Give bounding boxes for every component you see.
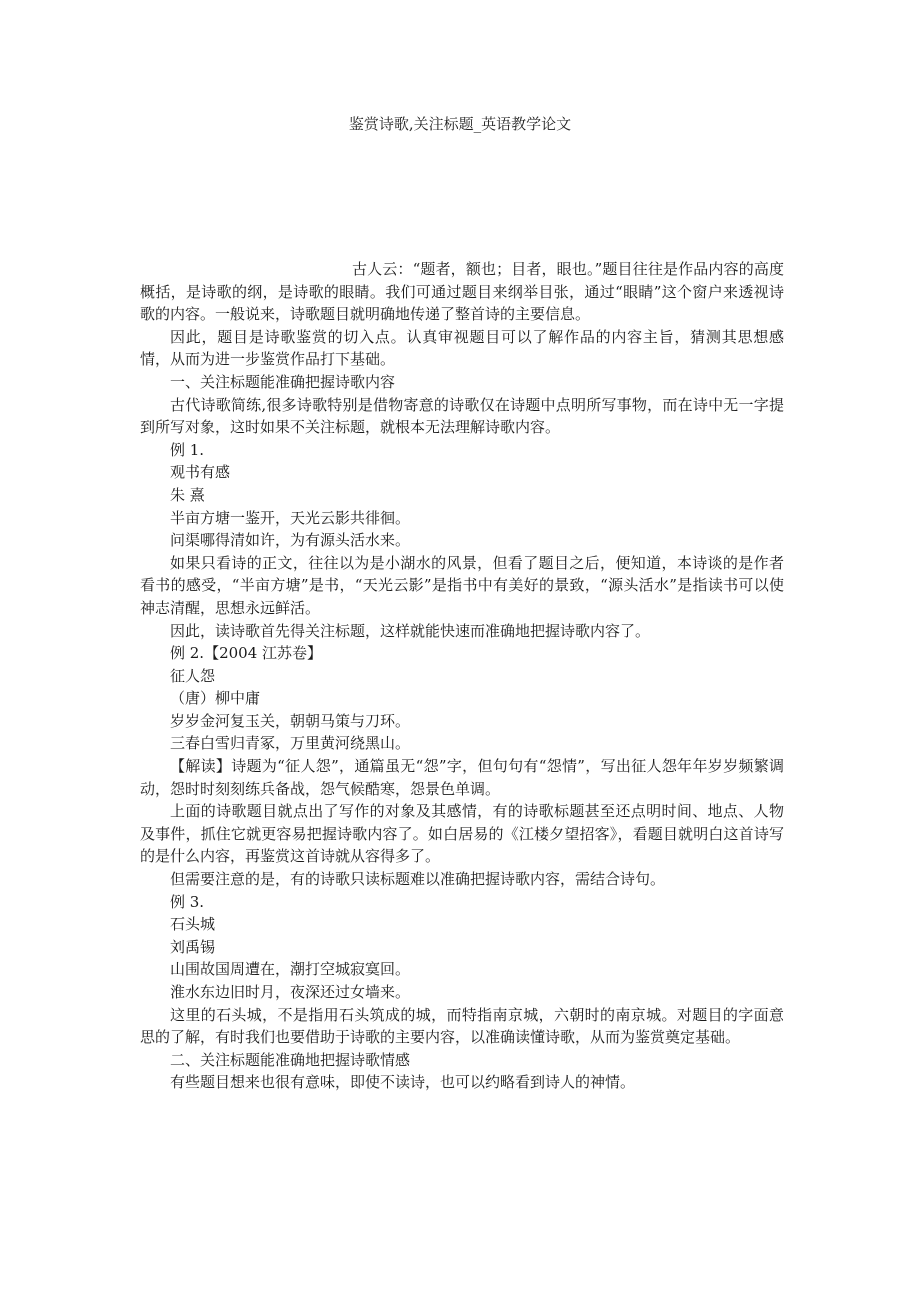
poem-line: 淮水东边旧时月，夜深还过女墙来。 <box>170 983 411 1001</box>
document-body <box>140 258 784 1094</box>
paragraph: 因此，读诗歌首先得关注标题，这样就能快速而准确地把握诗歌内容了。 <box>170 621 651 640</box>
poem-author: 朱 熹 <box>170 485 205 504</box>
section-heading-2: 二、关注标题能准确地把握诗歌情感 <box>170 1050 411 1069</box>
paragraph: 有些题目想来也很有意味，即使不读诗，也可以约略看到诗人的神情。 <box>170 1073 636 1092</box>
paragraph: 如果只看诗的正文，往往以为是小湖水的风景，但看了题目之后，便知道，本诗谈的是作者看书的感受，“半亩方塘”是书，“天光云影”是指书中有美好的景致，“源头活水”是指读书可以使神志清醒，思想永远鲜活。 <box>140 553 784 617</box>
poem-title: 观书有感 <box>170 463 231 482</box>
section-heading-1: 一、关注标题能准确把握诗歌内容 <box>170 372 396 391</box>
paragraph: 上面的诗歌题目就点出了写作的对象及其感情，有的诗歌标题甚至还点明时间、地点、人物及事件，抓住它就更容易把握诗歌内容了。如白居易的《江楼夕望招客》，看题目就明白这首诗写的是什么内容，再鉴赏这首诗就从容得多了。 <box>140 802 784 866</box>
paragraph-intro: 古人云：“题者，额也；目者，眼也。”题目往往是作品内容的高度概括，是诗歌的纲，是诗歌的眼睛。我们可通过题目来纲举目张，通过“眼睛”这个窗户来透视诗歌的内容。一般说来，诗歌题目就明确地传递了整首诗的主要信息。 <box>140 260 784 324</box>
paragraph: 古代诗歌简练,很多诗歌特别是借物寄意的诗歌仅在诗题中点明所写事物，而在诗中无一字提到所写对象，这时如果不关注标题，就根本无法理解诗歌内容。 <box>140 395 784 437</box>
example-label-2: 例 2.【2004 江苏卷】 <box>170 644 323 663</box>
poem-line: 三春白雪归青冢，万里黄河绕黑山。 <box>170 734 411 753</box>
paragraph-interpretation: 【解读】诗题为“征人怨”，通篇虽无“怨”字，但句句有“怨情”，写出征人怨年年岁岁频繁调动，怨时时刻刻练兵备战，怨气候酷寒，怨景色单调。 <box>140 757 784 798</box>
example-label-3: 例 3. <box>170 892 205 911</box>
example-label-1: 例 1. <box>170 440 205 459</box>
paragraph: 这里的石头城，不是指用石头筑成的城，而特指南京城，六朝时的南京城。对题目的字面意思的了解，有时我们也要借助于诗歌的主要内容，以准确读懂诗歌，从而为鉴赏奠定基础。 <box>140 1005 784 1047</box>
poem-title: 石头城 <box>170 915 216 934</box>
poem-line: 半亩方塘一鉴开，天光云影共徘徊。 <box>170 508 411 527</box>
poem-author: （唐）柳中庸 <box>170 689 261 708</box>
paragraph: 因此，题目是诗歌鉴赏的切入点。认真审视题目可以了解作品的内容主旨，猜测其思想感情，从而为进一步鉴赏作品打下基础。 <box>140 327 784 369</box>
document-title: 鉴赏诗歌,关注标题_英语教学论文 <box>348 115 572 133</box>
poem-line: 岁岁金河复玉关，朝朝马策与刀环。 <box>170 711 411 730</box>
poem-author: 刘禹锡 <box>170 937 216 956</box>
paragraph: 但需要注意的是，有的诗歌只读标题难以准确把握诗歌内容，需结合诗句。 <box>170 870 666 889</box>
poem-line: 问渠哪得清如许，为有源头活水来。 <box>170 531 411 550</box>
poem-line: 山围故国周遭在，潮打空城寂寞回。 <box>170 960 411 979</box>
poem-title: 征人怨 <box>170 666 216 685</box>
